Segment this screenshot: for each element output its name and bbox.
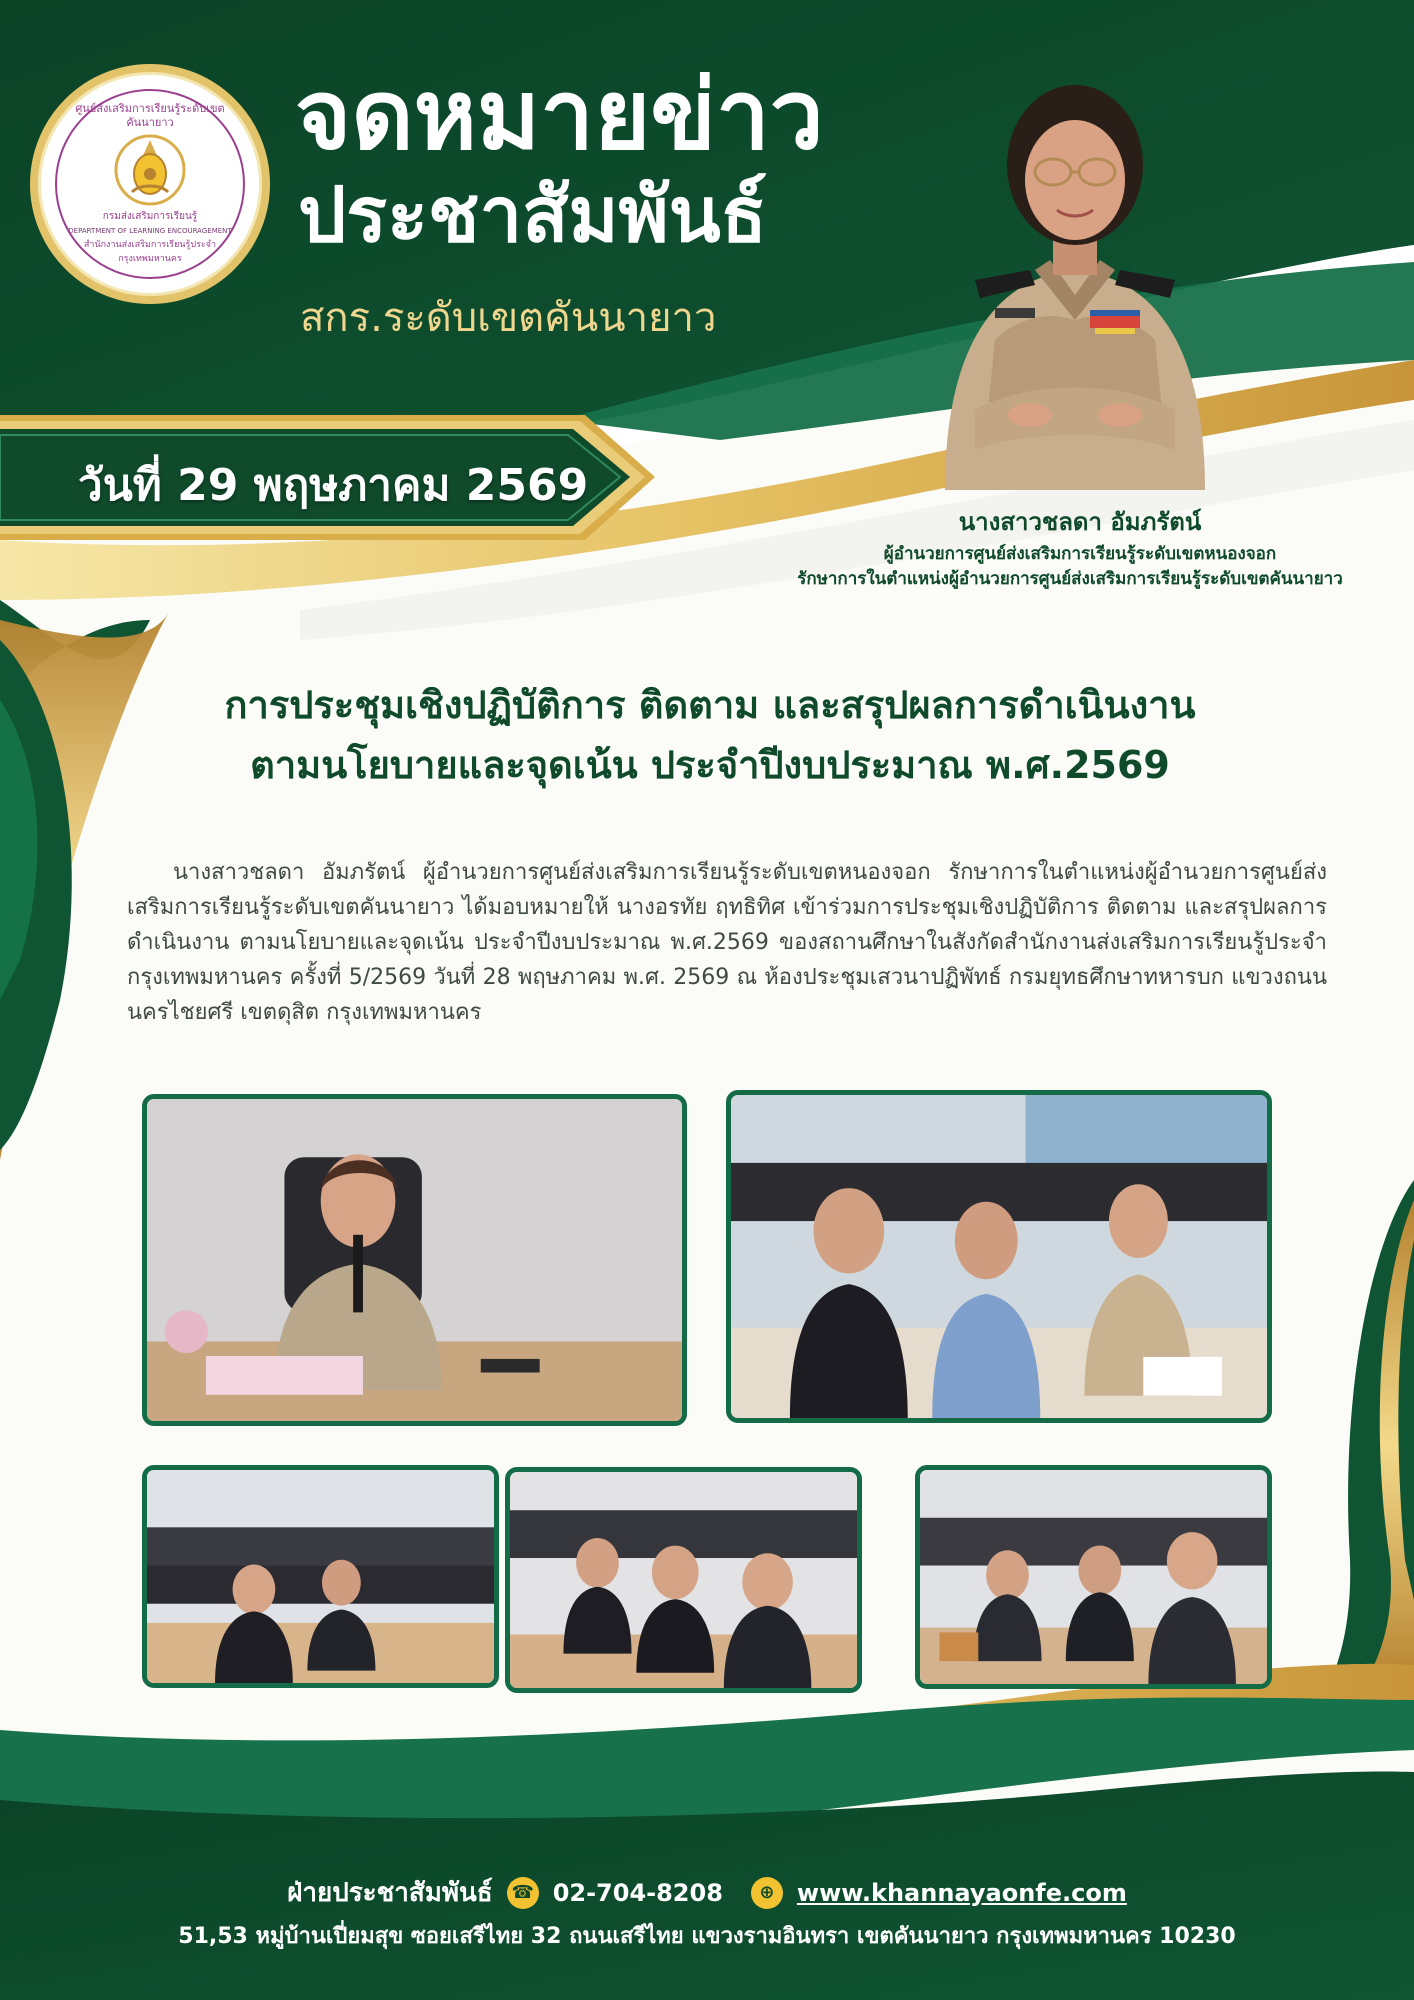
director-portrait [935,80,1215,490]
newsletter-title-line2: ประชาสัมพันธ์ [298,170,768,259]
logo-text-ribbon: กรมส่งเสริมการเรียนรู้ [102,211,198,222]
logo-text-english: DEPARTMENT OF LEARNING ENCOURAGEMENT [68,227,232,235]
photo-meeting-table [915,1465,1272,1689]
footer-contact [0,1872,1414,1913]
director-name: นางสาวชลดา อัมภรัตน์ [958,508,1202,536]
footer-phone[interactable]: 02-704-8208 [552,1878,723,1907]
director-position: ผู้อำนวยการศูนย์ส่งเสริมการเรียนรู้ระดับเขตหนองจอก [883,544,1277,564]
globe-icon: ⊕ [751,1877,783,1909]
phone-icon: ☎ [507,1877,539,1909]
newsletter-subtitle: สกร.ระดับเขตคันนายาว [300,295,717,341]
photo-meeting-participants [505,1467,862,1693]
photo-speaker [142,1094,687,1426]
article-headline [110,675,1310,795]
director-acting-position: รักษาการในตำแหน่งผู้อำนวยการศูนย์ส่งเสริมการเรียนรู้ระดับเขตคันนายาว [797,569,1343,589]
footer-department: ฝ่ายประชาสัมพันธ์ [287,1878,493,1908]
newsletter-date: วันที่ 29 พฤษภาคม 2569 [78,460,589,511]
logo-text-bottom: สำนักงานส่งเสริมการเรียนรู้ประจำกรุงเทพมหานคร [83,240,217,264]
footer-website-link[interactable]: www.khannayaonfe.com [796,1878,1127,1907]
newsletter-title: จดหมายข่าว [295,59,824,171]
photo-meeting-room-wide [142,1465,499,1688]
article-body: นางสาวชลดา อัมภรัตน์ ผู้อำนวยการศูนย์ส่งเสริมการเรียนรู้ระดับเขตหนองจอก รักษาการในตำแหน่งผู้อำนวยการศูนย์ส่งเสริมการเรียนรู้ระดับเขตคันนายาว ได้มอบหมายให้ นางอรทัย ฤทธิทิศ เข้าร่วมการประชุมเชิงปฏิบัติการ ติดตาม และสรุปผลการดำเนินงาน ตามนโยบายและจุดเน้น ประจำปีงบประมาณ พ.ศ.2569 ของสถานศึกษาในสังกัดสำนักงานส่งเสริมการเรียนรู้ประจำกรุงเทพมหานคร ครั้งที่ 5/2569 วันที่ 28 พฤษภาคม พ.ศ. 2569 ณ ห้องประชุมเสวนาปฏิพัทธ์ กรมยุทธศึกษาทหารบก แขวงถนนนครไชยศรี เขตดุสิต กรุงเทพมหานคร [127,860,1327,1025]
headline-line-2: ตามนโยบายและจุดเน้น ประจำปีงบประมาณ พ.ศ.2569 [250,743,1170,787]
logo-seal [55,89,245,279]
headline-line-1: การประชุมเชิงปฏิบัติการ ติดตาม และสรุปผลการดำเนินงาน [224,683,1196,727]
logo-text-top: ศูนย์ส่งเสริมการเรียนรู้ระดับเขตคันนายาว [75,102,225,129]
footer-address: 51,53 หมู่บ้านเปี่ยมสุข ซอยเสรีไทย 32 ถนนเสรีไทย แขวงรามอินทรา เขตคันนายาว กรุงเทพมหานคร 10230 [178,1924,1236,1949]
royal-emblem-icon [110,130,190,210]
organization-logo [30,64,270,304]
photo-attendees-row [726,1090,1272,1423]
